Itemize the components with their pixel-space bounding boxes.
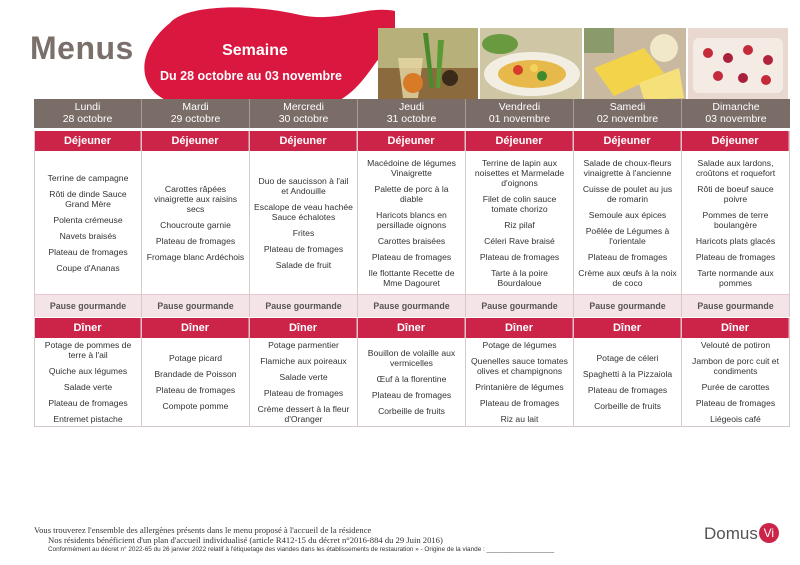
day-header-samedi bbox=[574, 99, 682, 128]
day-date: 01 novembre bbox=[488, 113, 551, 125]
lunch-header: Déjeuner bbox=[35, 131, 141, 151]
allergen-note: Vous trouverez l'ensemble des allergènes présents dans le menu proposé à l'accueil de la résidence bbox=[34, 525, 372, 535]
menu-item: Plateau de fromages bbox=[371, 390, 452, 400]
menu-item: Ile flottante Recette de Mme Dagouret bbox=[368, 267, 455, 288]
menu-item: Plateau de fromages bbox=[479, 398, 560, 408]
lunch-column bbox=[34, 131, 142, 317]
menu-item: Tarte à la poire Bourdaloue bbox=[491, 267, 548, 288]
food-photo-3 bbox=[584, 28, 686, 100]
menu-item: Potage de céleri bbox=[596, 353, 659, 363]
week-label: Semaine bbox=[222, 42, 288, 59]
lunch-column bbox=[466, 131, 574, 317]
menu-item: Rôti de boeuf sauce poivre bbox=[697, 183, 774, 204]
menu-item: Quiche aux légumes bbox=[48, 366, 128, 376]
lunch-column bbox=[574, 131, 682, 317]
dinner-items bbox=[35, 338, 141, 426]
lunch-column bbox=[142, 131, 250, 317]
menu-item: Velouté de potiron bbox=[700, 340, 771, 350]
menu-item: Brandade de Poisson bbox=[154, 369, 237, 379]
menu-item: Carottes râpées vinaigrette aux raisins secs bbox=[153, 183, 238, 214]
menu-item: Semoule aux épices bbox=[588, 209, 667, 220]
menu-item: Crème aux œufs à la noix de coco bbox=[578, 267, 677, 288]
menu-item: Plateau de fromages bbox=[371, 251, 452, 262]
lunch-items bbox=[250, 151, 357, 294]
dinner-column bbox=[682, 318, 790, 427]
menu-item: Printanière de légumes bbox=[475, 382, 564, 392]
lunch-header: Déjeuner bbox=[682, 131, 789, 151]
menu-item: Terrine de lapin aux noisettes et Marmelade d'oignons bbox=[474, 157, 565, 188]
menu-item: Choucroute garnie bbox=[160, 219, 231, 230]
lunch-items bbox=[574, 151, 681, 294]
day-header-dimanche bbox=[682, 99, 790, 128]
menu-item: Plateau de fromages bbox=[48, 246, 128, 257]
menu-item: Corbeille de fruits bbox=[594, 401, 661, 411]
food-photo-2 bbox=[480, 28, 582, 100]
menu-item: Cuisse de poulet au jus de romarin bbox=[582, 183, 673, 204]
day-header-vendredi bbox=[466, 99, 574, 128]
menu-item: Plateau de fromages bbox=[587, 251, 668, 262]
pause-gourmande: Pause gourmande bbox=[250, 294, 357, 317]
day-header-mardi bbox=[142, 99, 250, 128]
dinner-header: Dîner bbox=[142, 318, 249, 338]
menu-item: Bouillon de volaille aux vermicelles bbox=[367, 348, 456, 368]
lunch-header: Déjeuner bbox=[358, 131, 465, 151]
lunch-items bbox=[682, 151, 789, 294]
menu-item: Haricots plats glacés bbox=[695, 235, 776, 246]
day-header-jeudi bbox=[358, 99, 466, 128]
menu-item: Liégeois café bbox=[710, 414, 761, 424]
menu-item: Navets braisés bbox=[59, 230, 117, 241]
day-date: 28 octobre bbox=[62, 113, 113, 125]
menu-item: Riz pilaf bbox=[504, 219, 535, 230]
menu-item: Salade de choux-fleurs vinaigrette à l'ancienne bbox=[583, 157, 672, 178]
menu-item: Crème dessert à la fleur d'Oranger bbox=[257, 404, 350, 424]
lunch-items bbox=[142, 151, 249, 294]
day-name: Dimanche bbox=[712, 101, 760, 113]
day-date: 02 novembre bbox=[596, 113, 659, 125]
menu-item: Coupe d'Ananas bbox=[56, 262, 120, 273]
menu-item: Plateau de fromages bbox=[479, 251, 560, 262]
menu-item: Jambon de porc cuit et condiments bbox=[692, 356, 779, 376]
menu-item: Rôti de dinde Sauce Grand Mère bbox=[49, 188, 127, 209]
lunch-column bbox=[250, 131, 358, 317]
domusvi-logo bbox=[704, 523, 779, 544]
dinner-column bbox=[466, 318, 574, 427]
pause-gourmande: Pause gourmande bbox=[35, 294, 141, 317]
menu-item: Macédoine de légumes Vinaigrette bbox=[367, 157, 456, 178]
menu-item: Flamiche aux poireaux bbox=[260, 356, 347, 366]
dinner-column bbox=[34, 318, 142, 427]
menu-item: Palette de porc à la diable bbox=[374, 183, 449, 204]
lunch-header: Déjeuner bbox=[250, 131, 357, 151]
menu-item: Terrine de campagne bbox=[47, 172, 129, 183]
lunch-grid bbox=[34, 131, 790, 317]
menu-item: Pommes de terre boulangère bbox=[702, 209, 769, 230]
day-name: Vendredi bbox=[498, 101, 541, 113]
menu-item: Fromage blanc Ardéchois bbox=[146, 251, 245, 262]
meat-origin-note: Conformément au décret n° 2022-65 du 26 janvier 2022 relatif à l'étiquetage des viandes dans les établissements de restauration » - Origine de la viande : ___________________ bbox=[48, 546, 555, 553]
plan-note: Nos résidents bénéficient d'un plan d'accueil individualisé (article R412-15 du décret n°2016-884 du 29 Juin 2016) bbox=[48, 535, 443, 545]
menu-item: Potage de pommes de terre à l'ail bbox=[44, 340, 132, 360]
day-date: 31 octobre bbox=[386, 113, 437, 125]
menu-item: Salade aux lardons, croûtons et roquefort bbox=[695, 157, 776, 178]
lunch-header: Déjeuner bbox=[574, 131, 681, 151]
dinner-header: Dîner bbox=[250, 318, 357, 338]
menu-item: Plateau de fromages bbox=[155, 385, 236, 395]
menu-item: Œuf à la florentine bbox=[376, 374, 447, 384]
day-name: Mardi bbox=[182, 101, 209, 113]
day-name: Samedi bbox=[609, 101, 646, 113]
pause-gourmande: Pause gourmande bbox=[574, 294, 681, 317]
menu-item: Potage de légumes bbox=[482, 340, 557, 350]
food-photo-4 bbox=[688, 28, 788, 100]
menu-item: Salade verte bbox=[63, 382, 113, 392]
page-title: Menus bbox=[30, 30, 134, 66]
pause-gourmande: Pause gourmande bbox=[466, 294, 573, 317]
dinner-column bbox=[250, 318, 358, 427]
menu-item: Salade verte bbox=[279, 372, 328, 382]
menu-item: Duo de saucisson à l'ail et Andouille bbox=[258, 175, 349, 196]
dinner-items bbox=[574, 338, 681, 426]
day-header-bar bbox=[34, 99, 790, 128]
dinner-header: Dîner bbox=[35, 318, 141, 338]
menu-item: Compote pomme bbox=[162, 401, 229, 411]
menu-item: Plateau de fromages bbox=[263, 243, 344, 254]
pause-gourmande: Pause gourmande bbox=[142, 294, 249, 317]
lunch-header: Déjeuner bbox=[466, 131, 573, 151]
week-dates: Du 28 octobre au 03 novembre bbox=[159, 69, 342, 83]
menu-item: Tarte normande aux pommes bbox=[697, 267, 774, 288]
lunch-column bbox=[682, 131, 790, 317]
logo-text: Domus bbox=[704, 524, 758, 543]
menu-item: Plateau de fromages bbox=[695, 251, 776, 262]
pause-gourmande: Pause gourmande bbox=[682, 294, 789, 317]
dinner-items bbox=[250, 338, 357, 426]
menu-item: Corbeille de fruits bbox=[378, 406, 445, 416]
menu-item: Frites bbox=[292, 227, 315, 238]
lunch-items bbox=[35, 151, 141, 294]
dinner-items bbox=[142, 338, 249, 426]
menu-item: Polenta crémeuse bbox=[53, 214, 123, 225]
day-header-mercredi bbox=[250, 99, 358, 128]
dinner-header: Dîner bbox=[358, 318, 465, 338]
dinner-items bbox=[358, 338, 465, 426]
lunch-header: Déjeuner bbox=[142, 131, 249, 151]
dinner-items bbox=[466, 338, 573, 426]
day-date: 03 novembre bbox=[705, 113, 767, 125]
menu-item: Spaghetti à la Pizzaiola bbox=[582, 369, 673, 379]
menu-item: Carottes braisées bbox=[377, 235, 446, 246]
day-name: Mercredi bbox=[283, 101, 324, 113]
lunch-items bbox=[358, 151, 465, 294]
menu-item: Plateau de fromages bbox=[587, 385, 668, 395]
dinner-header: Dîner bbox=[682, 318, 789, 338]
day-name: Lundi bbox=[74, 101, 101, 113]
menu-item: Plateau de fromages bbox=[695, 398, 776, 408]
dinner-grid bbox=[34, 318, 790, 424]
menu-item: Potage parmentier bbox=[268, 340, 339, 350]
dinner-header: Dîner bbox=[466, 318, 573, 338]
lunch-items bbox=[466, 151, 573, 294]
menu-item: Entremet pistache bbox=[53, 414, 123, 424]
menu-item: Filet de colin sauce tomate chorizo bbox=[482, 193, 557, 214]
menu-item: Haricots blancs en persillade oignons bbox=[376, 209, 447, 230]
pause-gourmande: Pause gourmande bbox=[358, 294, 465, 317]
day-name: Jeudi bbox=[398, 101, 425, 113]
day-date: 30 octobre bbox=[278, 113, 329, 125]
menu-item: Quenelles sauce tomates olives et champignons bbox=[471, 356, 568, 376]
lunch-column bbox=[358, 131, 466, 317]
dinner-items bbox=[682, 338, 789, 426]
dinner-column bbox=[574, 318, 682, 427]
dinner-header: Dîner bbox=[574, 318, 681, 338]
menu-item: Plateau de fromages bbox=[48, 398, 128, 408]
dinner-column bbox=[358, 318, 466, 427]
menu-item: Plateau de fromages bbox=[263, 388, 344, 398]
menu-item: Riz au lait bbox=[500, 414, 539, 424]
menu-item: Céleri Rave braisé bbox=[484, 235, 555, 246]
dinner-column bbox=[142, 318, 250, 427]
menu-item: Poêlée de Légumes à l'orientale bbox=[585, 225, 670, 246]
day-header-lundi bbox=[34, 99, 142, 128]
day-date: 29 octobre bbox=[170, 113, 221, 125]
menu-item: Purée de carottes bbox=[701, 382, 770, 392]
logo-badge: Vi bbox=[759, 523, 779, 543]
menu-item: Potage picard bbox=[168, 353, 223, 363]
menu-item: Escalope de veau hachée Sauce échalotes bbox=[254, 201, 353, 222]
food-photo-1 bbox=[378, 28, 478, 100]
menu-item: Salade de fruit bbox=[275, 259, 332, 270]
menu-item: Plateau de fromages bbox=[155, 235, 236, 246]
